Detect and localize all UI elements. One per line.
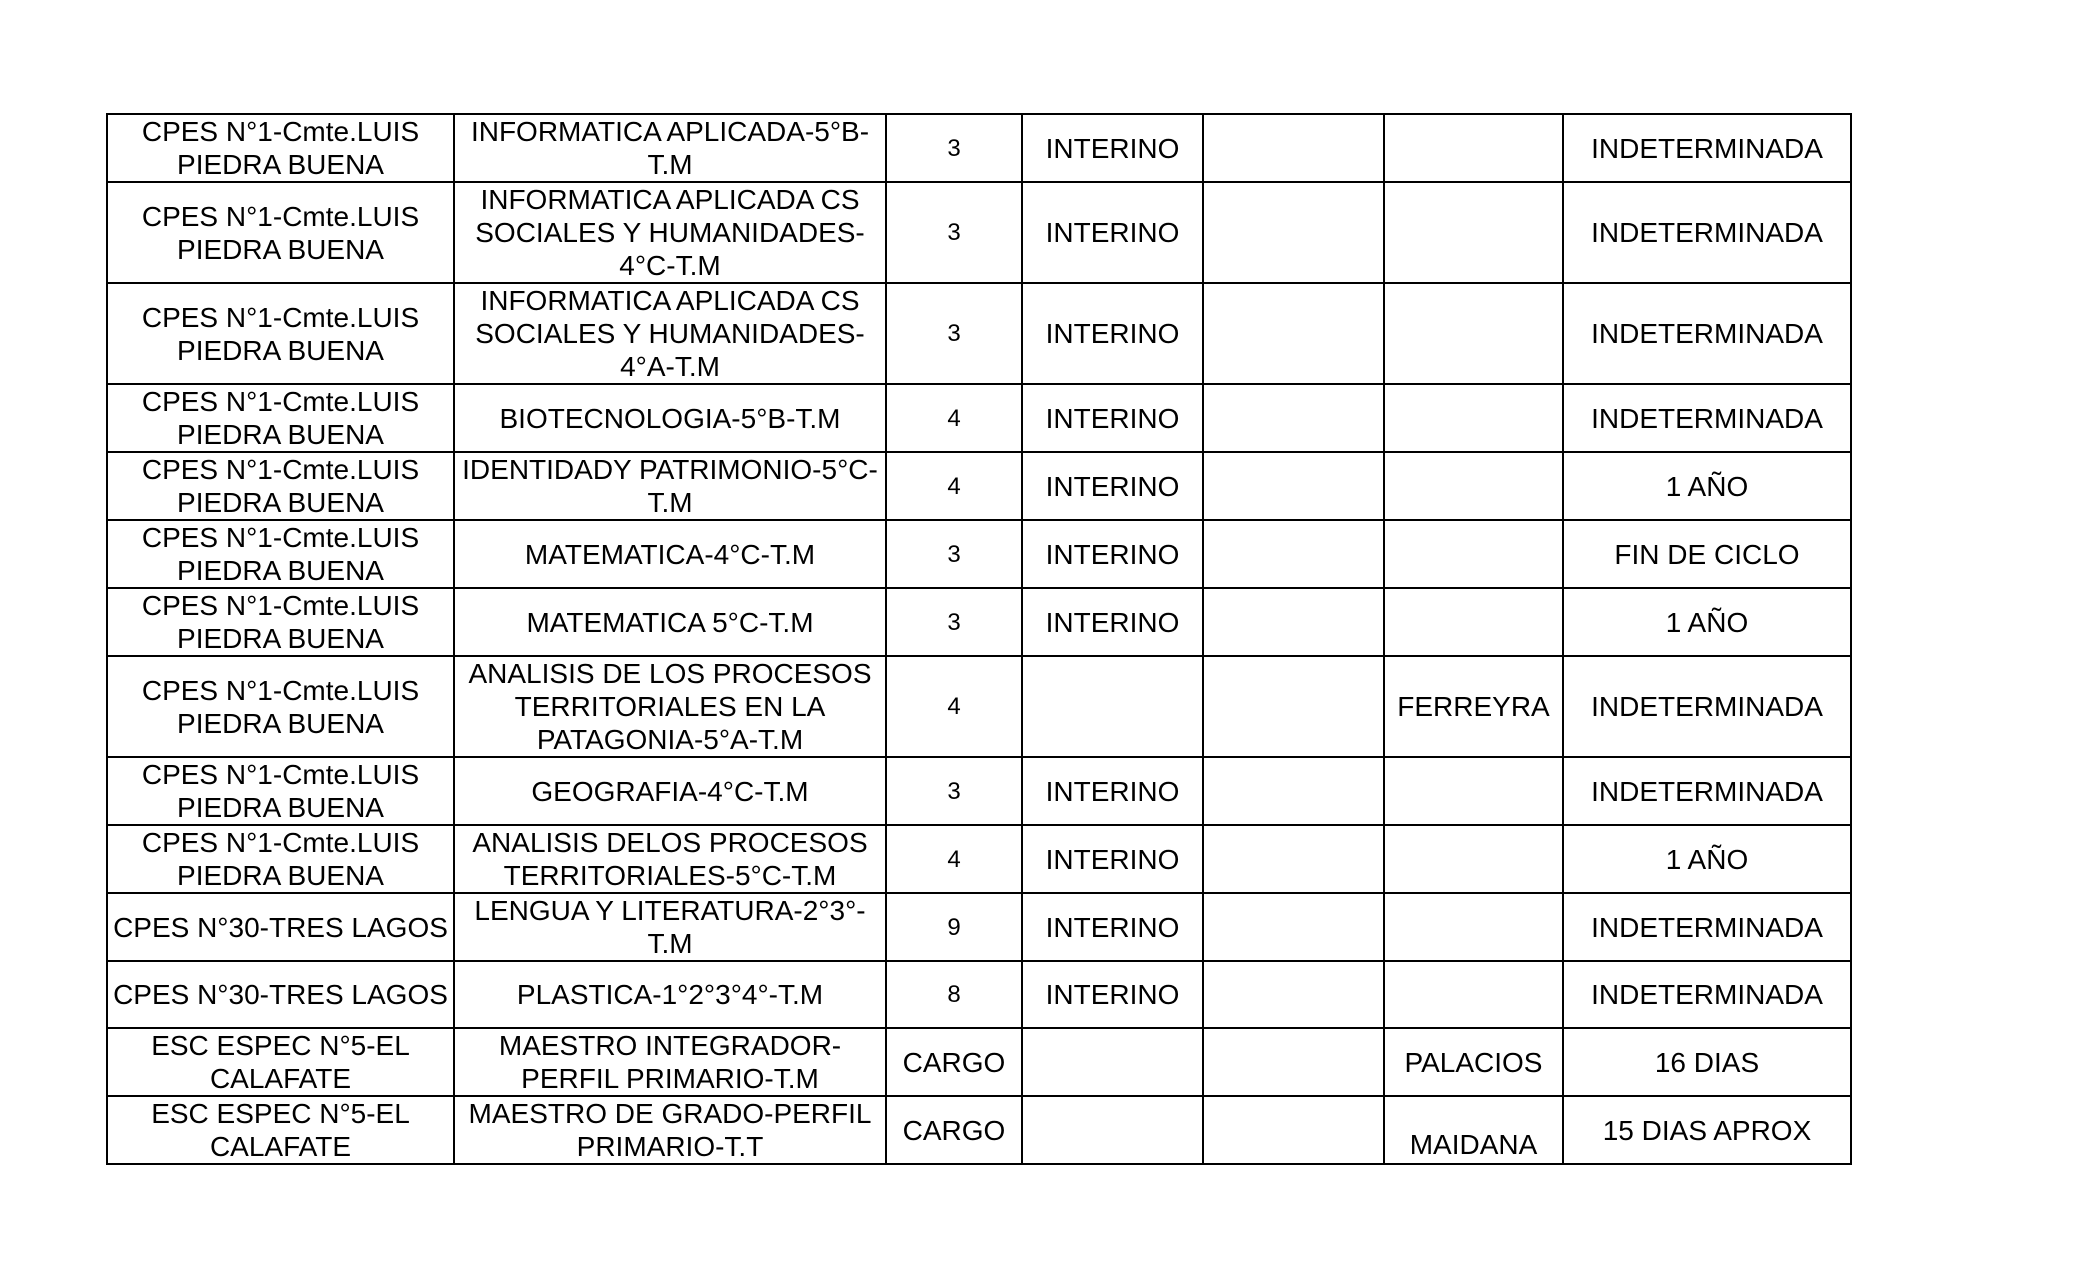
hours-cell: CARGO bbox=[886, 1096, 1022, 1164]
subject-cell: LENGUA Y LITERATURA-2°3°-T.M bbox=[454, 893, 886, 961]
status-cell: INTERINO bbox=[1022, 283, 1203, 384]
name-cell bbox=[1384, 283, 1563, 384]
table-row bbox=[107, 283, 1851, 384]
table-row bbox=[107, 825, 1851, 893]
table-row bbox=[107, 588, 1851, 656]
table-row bbox=[107, 1096, 1851, 1164]
status-cell: INTERINO bbox=[1022, 182, 1203, 283]
hours-cell: 3 bbox=[886, 757, 1022, 825]
school-cell: CPES N°1-Cmte.LUIS PIEDRA BUENA bbox=[107, 182, 454, 283]
school-cell: CPES N°1-Cmte.LUIS PIEDRA BUENA bbox=[107, 588, 454, 656]
subject-cell: IDENTIDADY PATRIMONIO-5°C-T.M bbox=[454, 452, 886, 520]
duration-cell: INDETERMINADA bbox=[1563, 893, 1851, 961]
status-cell: INTERINO bbox=[1022, 825, 1203, 893]
status-cell: INTERINO bbox=[1022, 384, 1203, 452]
table-row bbox=[107, 114, 1851, 182]
duration-cell: INDETERMINADA bbox=[1563, 114, 1851, 182]
subject-cell: MATEMATICA 5°C-T.M bbox=[454, 588, 886, 656]
school-cell: CPES N°30-TRES LAGOS bbox=[107, 893, 454, 961]
subject-cell: MATEMATICA-4°C-T.M bbox=[454, 520, 886, 588]
duration-cell: INDETERMINADA bbox=[1563, 961, 1851, 1028]
name-cell: PALACIOS bbox=[1384, 1028, 1563, 1096]
hours-cell: 3 bbox=[886, 182, 1022, 283]
status-cell: INTERINO bbox=[1022, 757, 1203, 825]
empty-cell bbox=[1203, 893, 1384, 961]
name-cell bbox=[1384, 452, 1563, 520]
status-cell: INTERINO bbox=[1022, 114, 1203, 182]
duration-cell: INDETERMINADA bbox=[1563, 182, 1851, 283]
status-cell bbox=[1022, 656, 1203, 757]
status-cell: INTERINO bbox=[1022, 588, 1203, 656]
subject-cell: ANALISIS DELOS PROCESOS TERRITORIALES-5°C-T.M bbox=[454, 825, 886, 893]
duration-cell: 1 AÑO bbox=[1563, 825, 1851, 893]
subject-cell: BIOTECNOLOGIA-5°B-T.M bbox=[454, 384, 886, 452]
empty-cell bbox=[1203, 961, 1384, 1028]
empty-cell bbox=[1203, 757, 1384, 825]
duration-cell: INDETERMINADA bbox=[1563, 283, 1851, 384]
name-cell bbox=[1384, 520, 1563, 588]
empty-cell bbox=[1203, 114, 1384, 182]
empty-cell bbox=[1203, 520, 1384, 588]
empty-cell bbox=[1203, 588, 1384, 656]
duration-cell: FIN DE CICLO bbox=[1563, 520, 1851, 588]
hours-cell: 3 bbox=[886, 588, 1022, 656]
hours-cell: 3 bbox=[886, 520, 1022, 588]
status-cell: INTERINO bbox=[1022, 893, 1203, 961]
duration-cell: 16 DIAS bbox=[1563, 1028, 1851, 1096]
empty-cell bbox=[1203, 283, 1384, 384]
empty-cell bbox=[1203, 1096, 1384, 1164]
name-cell bbox=[1384, 893, 1563, 961]
name-cell bbox=[1384, 588, 1563, 656]
status-cell bbox=[1022, 1096, 1203, 1164]
name-cell bbox=[1384, 182, 1563, 283]
table-row bbox=[107, 182, 1851, 283]
table-row bbox=[107, 656, 1851, 757]
duration-cell: 15 DIAS APROX bbox=[1563, 1096, 1851, 1164]
subject-cell: ANALISIS DE LOS PROCESOS TERRITORIALES EN LA PATAGONIA-5°A-T.M bbox=[454, 656, 886, 757]
duration-cell: 1 AÑO bbox=[1563, 588, 1851, 656]
name-cell: FERREYRA bbox=[1384, 656, 1563, 757]
table-row bbox=[107, 520, 1851, 588]
table-row bbox=[107, 1028, 1851, 1096]
subject-cell: GEOGRAFIA-4°C-T.M bbox=[454, 757, 886, 825]
name-cell bbox=[1384, 757, 1563, 825]
hours-cell: 9 bbox=[886, 893, 1022, 961]
table-row bbox=[107, 452, 1851, 520]
school-cell: ESC ESPEC N°5-EL CALAFATE bbox=[107, 1096, 454, 1164]
hours-cell: 4 bbox=[886, 656, 1022, 757]
duration-cell: INDETERMINADA bbox=[1563, 384, 1851, 452]
hours-cell: CARGO bbox=[886, 1028, 1022, 1096]
subject-cell: PLASTICA-1°2°3°4°-T.M bbox=[454, 961, 886, 1028]
status-cell: INTERINO bbox=[1022, 961, 1203, 1028]
empty-cell bbox=[1203, 656, 1384, 757]
subject-cell: MAESTRO INTEGRADOR-PERFIL PRIMARIO-T.M bbox=[454, 1028, 886, 1096]
hours-cell: 3 bbox=[886, 114, 1022, 182]
hours-cell: 3 bbox=[886, 283, 1022, 384]
status-cell: INTERINO bbox=[1022, 520, 1203, 588]
school-cell: CPES N°1-Cmte.LUIS PIEDRA BUENA bbox=[107, 520, 454, 588]
table-row bbox=[107, 961, 1851, 1028]
duration-cell: 1 AÑO bbox=[1563, 452, 1851, 520]
name-cell bbox=[1384, 114, 1563, 182]
hours-cell: 4 bbox=[886, 825, 1022, 893]
school-cell: ESC ESPEC N°5-EL CALAFATE bbox=[107, 1028, 454, 1096]
table-row bbox=[107, 384, 1851, 452]
duration-cell: INDETERMINADA bbox=[1563, 757, 1851, 825]
subject-cell: INFORMATICA APLICADA CS SOCIALES Y HUMANIDADES-4°A-T.M bbox=[454, 283, 886, 384]
name-cell bbox=[1384, 384, 1563, 452]
school-cell: CPES N°1-Cmte.LUIS PIEDRA BUENA bbox=[107, 656, 454, 757]
status-cell: INTERINO bbox=[1022, 452, 1203, 520]
school-cell: CPES N°1-Cmte.LUIS PIEDRA BUENA bbox=[107, 757, 454, 825]
empty-cell bbox=[1203, 182, 1384, 283]
hours-cell: 8 bbox=[886, 961, 1022, 1028]
name-cell: MAIDANA bbox=[1384, 1096, 1563, 1164]
subject-cell: MAESTRO DE GRADO-PERFIL PRIMARIO-T.T bbox=[454, 1096, 886, 1164]
assignments-table bbox=[106, 113, 1852, 1165]
empty-cell bbox=[1203, 452, 1384, 520]
name-cell bbox=[1384, 825, 1563, 893]
school-cell: CPES N°1-Cmte.LUIS PIEDRA BUENA bbox=[107, 114, 454, 182]
school-cell: CPES N°1-Cmte.LUIS PIEDRA BUENA bbox=[107, 825, 454, 893]
school-cell: CPES N°30-TRES LAGOS bbox=[107, 961, 454, 1028]
subject-cell: INFORMATICA APLICADA-5°B-T.M bbox=[454, 114, 886, 182]
empty-cell bbox=[1203, 825, 1384, 893]
school-cell: CPES N°1-Cmte.LUIS PIEDRA BUENA bbox=[107, 384, 454, 452]
table-row bbox=[107, 893, 1851, 961]
name-cell bbox=[1384, 961, 1563, 1028]
hours-cell: 4 bbox=[886, 452, 1022, 520]
status-cell bbox=[1022, 1028, 1203, 1096]
subject-cell: INFORMATICA APLICADA CS SOCIALES Y HUMANIDADES-4°C-T.M bbox=[454, 182, 886, 283]
empty-cell bbox=[1203, 384, 1384, 452]
duration-cell: INDETERMINADA bbox=[1563, 656, 1851, 757]
table-row bbox=[107, 757, 1851, 825]
school-cell: CPES N°1-Cmte.LUIS PIEDRA BUENA bbox=[107, 283, 454, 384]
empty-cell bbox=[1203, 1028, 1384, 1096]
hours-cell: 4 bbox=[886, 384, 1022, 452]
school-cell: CPES N°1-Cmte.LUIS PIEDRA BUENA bbox=[107, 452, 454, 520]
